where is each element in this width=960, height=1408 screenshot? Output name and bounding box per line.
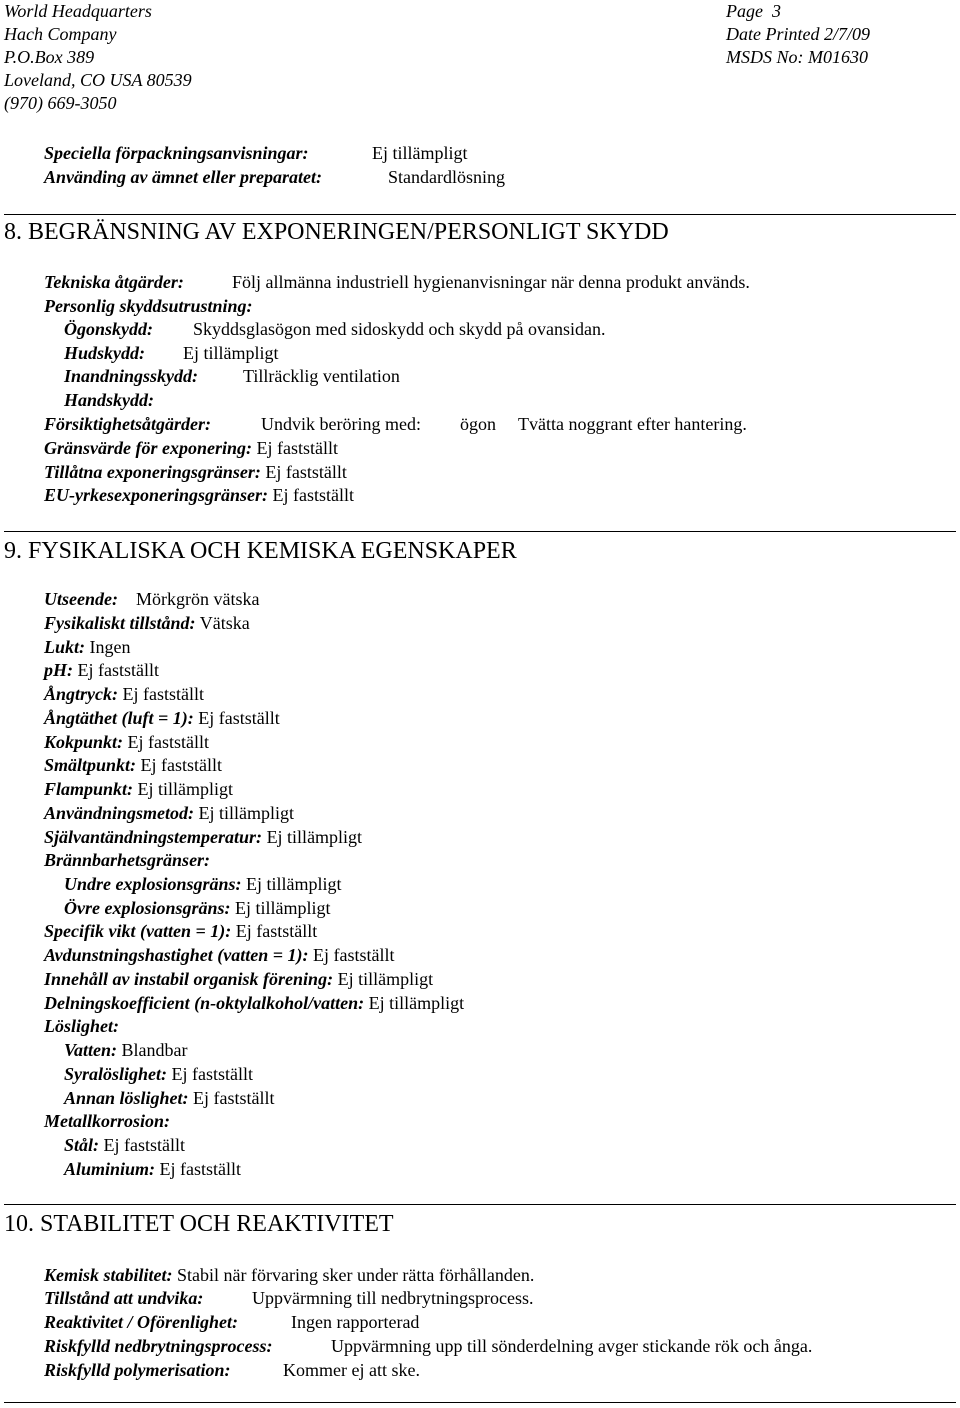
property-value: Ej tillämpligt <box>337 969 434 989</box>
property-label: Riskfylld nedbrytningsprocess: <box>44 1336 273 1356</box>
property-label: Delningskoefficient (n-oktylalkohol/vatten: <box>44 993 365 1013</box>
property-label: Ångtäthet (luft = 1): <box>44 708 194 728</box>
property-row <box>44 944 394 967</box>
property-value: Ej fastställt <box>193 1088 275 1108</box>
section-divider <box>4 531 956 532</box>
property-label: Övre explosionsgräns: <box>64 898 231 918</box>
property-row <box>44 1015 119 1038</box>
field-value: ögon <box>460 414 496 434</box>
property-label: Riskfylld polymerisation: <box>44 1360 231 1380</box>
property-value: Ej tillämpligt <box>235 898 331 918</box>
property-row <box>44 1264 534 1287</box>
property-row <box>64 1063 253 1086</box>
field-label: EU-yrkesexponeringsgränser: <box>44 485 269 505</box>
property-label: Tillstånd att undvika: <box>44 1288 204 1308</box>
property-value: Ej tillämpligt <box>368 993 465 1013</box>
property-label: Innehåll av instabil organisk förening: <box>44 969 334 989</box>
field-value: Följ allmänna industriell hygienanvisningar när denna produkt används. <box>232 272 750 292</box>
property-row <box>44 920 317 943</box>
field-label: Inandningsskydd: <box>64 366 199 386</box>
property-label: Metallkorrosion: <box>44 1111 171 1131</box>
field-label: Ögonskydd: <box>64 319 153 339</box>
field-label: Handskydd: <box>64 390 154 410</box>
field-value: Ej tillämpligt <box>183 343 279 363</box>
property-row <box>44 968 433 991</box>
field-label: Speciella förpackningsanvisningar: <box>44 143 309 163</box>
property-row <box>44 707 280 730</box>
property-label: Smältpunkt: <box>44 755 137 775</box>
field-label: Använding av ämnet eller preparatet: <box>44 167 322 187</box>
property-value: Ej fastställt <box>312 945 395 965</box>
field-label: Tekniska åtgärder: <box>44 272 184 292</box>
property-label: Annan löslighet: <box>64 1088 189 1108</box>
field-value: Skyddsglasögon med sidoskydd och skydd på ovansidan. <box>193 319 606 339</box>
property-label: Självantändningstemperatur: <box>44 827 263 847</box>
property-value: Uppvärmning upp till sönderdelning avger stickande rök och ånga. <box>331 1336 813 1356</box>
property-value: Ej tillämpligt <box>266 827 363 847</box>
field-value: Ej fastställt <box>272 485 354 505</box>
header-line: P.O.Box 389 <box>4 47 95 67</box>
property-label: Reaktivitet / Oförenlighet: <box>44 1312 238 1332</box>
property-row <box>44 588 259 611</box>
section-divider <box>4 214 956 215</box>
property-value: Ej tillämpligt <box>198 803 295 823</box>
property-row <box>44 659 159 682</box>
property-row <box>44 1110 170 1133</box>
property-label: Aluminium: <box>64 1159 156 1179</box>
property-label: Kemisk stabilitet: <box>44 1265 173 1285</box>
property-value: Mörkgrön vätska <box>135 589 260 609</box>
section-title: 8. BEGRÄNSNING AV EXPONERINGEN/PERSONLIGT SKYDD <box>4 219 669 245</box>
property-label: Löslighet: <box>44 1016 119 1036</box>
property-value: Ej fastställt <box>235 921 318 941</box>
property-row <box>44 612 250 635</box>
property-value: Ej tillämpligt <box>246 874 342 894</box>
property-value: Ingen rapporterad <box>291 1312 420 1332</box>
field-label: Försiktighetsåtgärder: <box>44 414 212 434</box>
property-row <box>64 897 331 920</box>
property-row <box>44 826 362 849</box>
property-row <box>44 849 210 872</box>
field-value: Ej tillämpligt <box>372 143 468 163</box>
property-value: Kommer ej att ske. <box>283 1360 420 1380</box>
property-label: Kokpunkt: <box>44 732 124 752</box>
property-label: Undre explosionsgräns: <box>64 874 242 894</box>
property-value: Stabil när förvaring sker under rätta förhållanden. <box>177 1265 535 1285</box>
field-label: Tillåtna exponeringsgränser: <box>44 462 261 482</box>
property-row <box>64 1039 188 1062</box>
property-value: Ej tillämpligt <box>137 779 234 799</box>
property-row <box>64 1134 185 1157</box>
property-row <box>44 992 464 1015</box>
header-line: World Headquarters <box>4 1 152 21</box>
property-label: Flampunkt: <box>44 779 134 799</box>
section-divider <box>4 1402 956 1403</box>
property-label: Vatten: <box>64 1040 118 1060</box>
property-value: Vätska <box>199 613 250 633</box>
property-value: Ej fastställt <box>77 660 159 680</box>
field-value: Tvätta noggrant efter hantering. <box>518 414 747 434</box>
section-title: 10. STABILITET OCH REAKTIVITET <box>4 1211 394 1237</box>
section-title: 9. FYSIKALISKA OCH KEMISKA EGENSKAPER <box>4 538 517 564</box>
property-value: Ingen <box>89 637 131 657</box>
header-line: Hach Company <box>4 24 117 44</box>
property-value: Ej fastställt <box>159 1159 242 1179</box>
field-label: Gränsvärde för exponering: <box>44 438 253 458</box>
field-value: Standardlösning <box>388 167 505 187</box>
property-value: Blandbar <box>121 1040 188 1060</box>
property-value: Ej fastställt <box>171 1064 253 1084</box>
field-row <box>44 437 338 460</box>
property-label: Syralöslighet: <box>64 1064 168 1084</box>
property-value: Ej fastställt <box>140 755 223 775</box>
date-printed: Date Printed 2/7/09 <box>726 24 870 44</box>
header-line: (970) 669-3050 <box>4 93 117 113</box>
property-value: Ej fastställt <box>122 684 204 704</box>
property-label: Stål: <box>64 1135 100 1155</box>
page-number: Page 3 <box>726 1 781 21</box>
property-value: Ej fastställt <box>127 732 210 752</box>
field-label: Personlig skyddsutrustning: <box>44 296 253 316</box>
header-line: Loveland, CO USA 80539 <box>4 70 192 90</box>
property-row <box>44 778 233 801</box>
property-row <box>44 636 131 659</box>
property-row <box>44 802 294 825</box>
field-value: Ej fastställt <box>265 462 347 482</box>
property-row <box>64 1087 275 1110</box>
property-row <box>44 683 204 706</box>
property-label: Fysikaliskt tillstånd: <box>44 613 196 633</box>
property-label: pH: <box>44 660 73 680</box>
field-value: Ej fastställt <box>256 438 338 458</box>
property-label: Utseende: <box>44 589 118 609</box>
section-divider <box>4 1204 956 1205</box>
field-row <box>44 484 354 507</box>
field-value: Tillräcklig ventilation <box>243 366 400 386</box>
property-label: Användningsmetod: <box>44 803 195 823</box>
property-value: Ej fastställt <box>198 708 280 728</box>
property-label: Specifik vikt (vatten = 1): <box>44 921 232 941</box>
property-label: Avdunstningshastighet (vatten = 1): <box>44 945 309 965</box>
property-label: Ångtryck: <box>44 684 118 704</box>
property-row <box>64 873 342 896</box>
field-row <box>44 461 347 484</box>
field-value: Undvik beröring med: <box>261 414 421 434</box>
msds-number: MSDS No: M01630 <box>726 47 868 67</box>
property-value: Uppvärmning till nedbrytningsprocess. <box>252 1288 534 1308</box>
property-row <box>44 731 209 754</box>
property-row <box>64 1158 241 1181</box>
property-row <box>44 754 222 777</box>
field-label: Hudskydd: <box>64 343 145 363</box>
property-label: Brännbarhetsgränser: <box>44 850 211 870</box>
property-label: Lukt: <box>44 637 86 657</box>
property-value: Ej fastställt <box>103 1135 185 1155</box>
